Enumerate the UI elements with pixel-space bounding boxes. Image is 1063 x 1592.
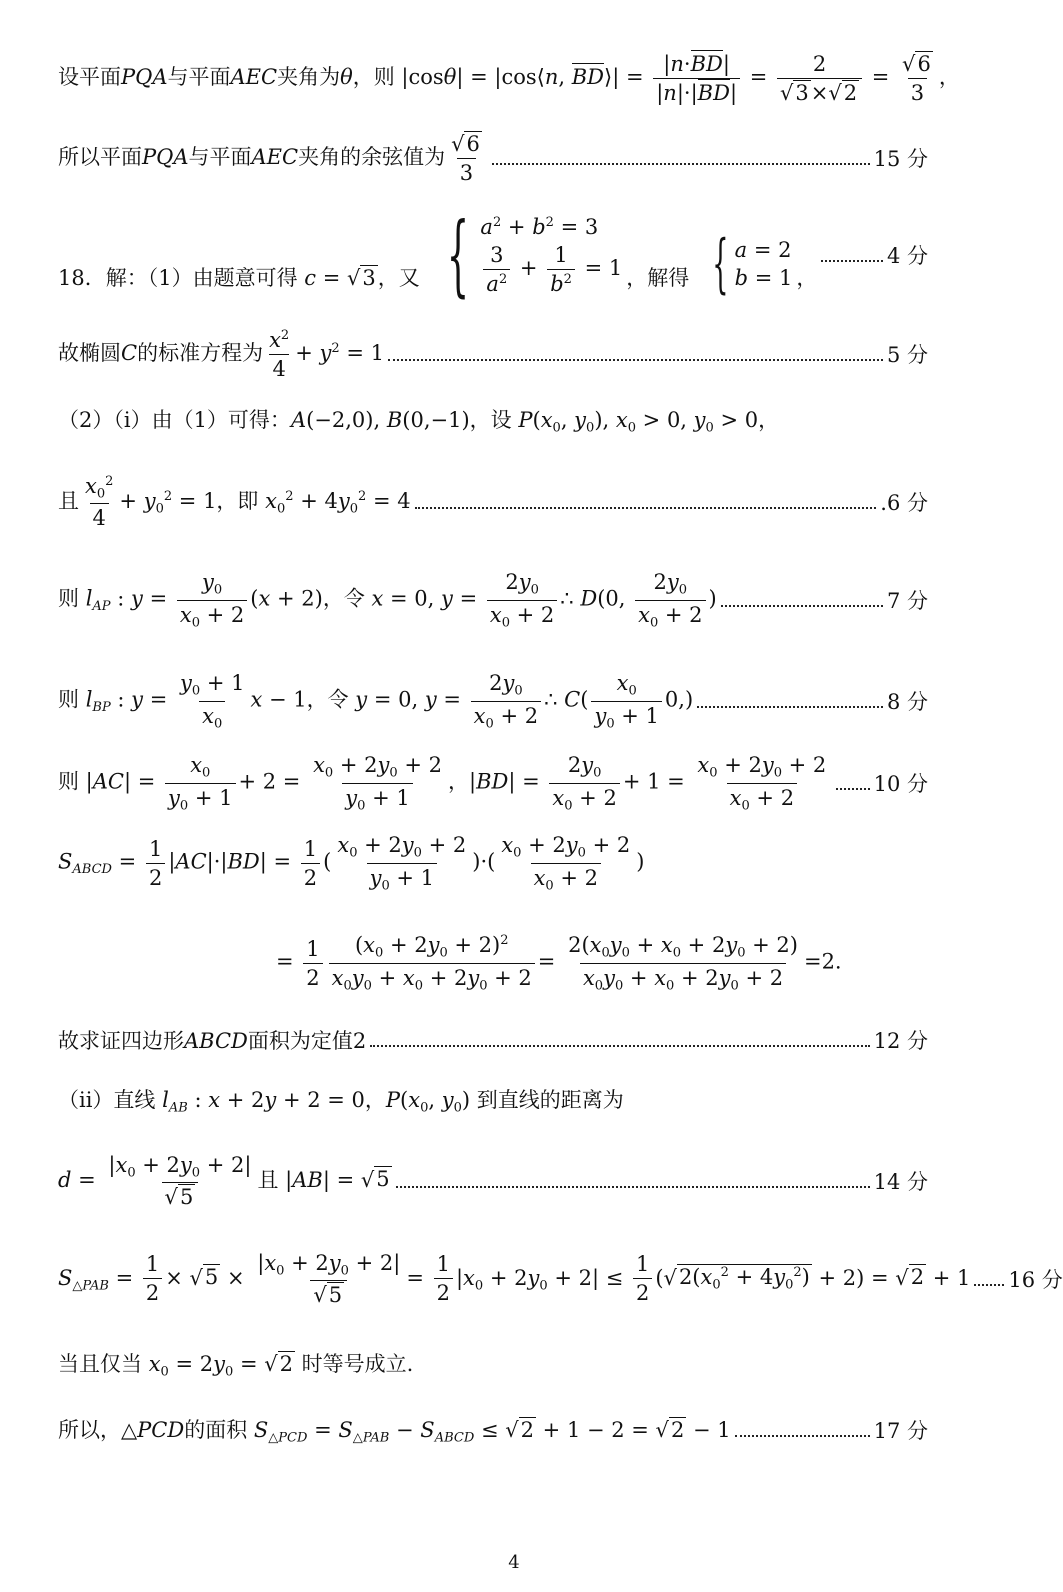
line-cosine-result [58,128,928,188]
dot-leader [735,1435,870,1437]
line-plane-angle [58,38,960,118]
line-constant-area [58,1022,928,1058]
line-part-2i [58,400,928,440]
line-2-text: 所以平面PQA与平面AEC夹角的余弦值为 $\frac{√6}{3}$ [58,131,480,185]
dot-leader [721,605,883,607]
line-10-text: $S_{ABCD}$ = $\frac{1}{2}$ |AC|·|BD| = $\frac{1}{2}$ ( $\frac{x_0 + 2y_0 + 2}{y_0 + 1}$ )·( $\frac{x_0 + 2y_0 + 2}{x_0 + 2}$ ) [58,832,645,894]
line-lap [58,568,928,632]
score-6: .6 分 [880,491,928,515]
score-10: 10 分 [873,772,928,796]
score-14: 14 分 [873,1170,928,1194]
line-equality-condition [58,1344,928,1384]
line-16-text: 当且仅当 $x_0 = 2y_0 = √2$ 时等号成立. [58,1352,414,1380]
dot-leader [974,1284,1004,1286]
line-3-text: 18．解：（1）由题意可得 c = √3，又 { $a^2 + b^2 = 3$ $\frac{3}{a^2}$ + $\frac{1}{b^2}$ = 1 ，解得 { a = 2 b = 1 ， [58,203,818,306]
line-17-text: 所以，△PCD的面积 $S_{\triangle PCD} = S_{\triangle PAB} - S_{ABCD} \le √2 + 1 - 2 = √2 - 1$ [58,1418,731,1446]
score-16: 16 分 [1008,1268,1063,1292]
line-distance [58,1148,928,1214]
line-7-text: 则 $l_{AP}$ : y = $\frac{y_0}{x_0 + 2}$ (x + 2)，令 x = 0, y = $\frac{2y_0}{x_0 + 2}$ ∴ D(0, $\frac{2y_0}{x_0 + 2}$ ) [58,569,717,631]
line-area-simplify [276,928,928,998]
line-9-text: 则 |AC| = $\frac{x_0}{y_0 + 1}$ + 2 = $\frac{x_0 + 2y_0 + 2}{y_0 + 1}$ ，|BD| = $\frac{2y_0}{x_0 + 2}$ + 1 = $\frac{x_0 + 2y_0 + 2}{x_0 + 2}$ [58,752,827,814]
line-4-text: 故椭圆C的标准方程为 $\frac{x^2}{4}$ + $y^2 = 1$ [58,327,384,381]
line-part-2ii [58,1080,928,1120]
score-5: 5 分 [886,343,928,367]
score-7: 7 分 [886,589,928,613]
line-lbp [58,666,928,736]
score-8: 8 分 [886,690,928,714]
score-4: 4 分 [886,244,928,268]
score-12: 12 分 [873,1029,928,1053]
line-15-text: $S_{\triangle PAB}$ = $\frac{1}{2}$ × √5 × $\frac{|x_0 + 2y_0 + 2|}{√5}$ = $\frac{1}{2}$ $|x_0 + 2y_0 + 2|$ ≤ $\frac{1}{2}$ $(√2(x_0^2 + 4y_0^2) + 2) = √2 + 1$ [58,1250,971,1308]
score-15: 15 分 [873,147,928,171]
line-12-text: 故求证四边形ABCD面积为定值2 [58,1029,367,1053]
line-area-pab [58,1246,1063,1312]
line-14-text: d = $\frac{|x_0 + 2y_0 + 2|}{√5}$ 且 |AB| = √5 [58,1152,390,1210]
line-5-text: （2）（i）由（1）可得：A(−2,0), B(0,−1)，设 $P(x_0$, $y_0$), $x_0 > 0$, $y_0 > 0$， [58,408,780,436]
line-1-text: 设平面PQA与平面AEC夹角为θ，则 |cosθ| = |cos⟨n, BD⟩| = $\frac{|n\cdot BD|}{|n|\cdot|BD|}$ = $\frac{2}{√3\times√2}$ = $\frac{√6}{3}$ ， [58,51,960,105]
line-ac-bd [58,750,928,816]
score-17: 17 分 [873,1419,928,1443]
line-problem-18 [58,200,928,310]
dot-leader [415,507,877,509]
dot-leader [388,359,883,361]
line-6-text: 且 $\frac{x_0^2}{4}$ + $y_0^2 = 1$，即 $x_0^2 + 4y_0^2 = 4$ [58,473,411,531]
line-ellipse-equation [58,322,928,386]
dot-leader [697,706,883,708]
dot-leader [821,260,883,262]
line-point-on-ellipse [58,470,928,534]
line-13-text: （ii）直线 $l_{AB}$ : x + 2y + 2 = 0，$P(x_0$, $y_0$) 到直线的距离为 [58,1088,624,1116]
dot-leader [370,1045,869,1047]
page-number: 4 [508,1552,520,1573]
dot-leader [396,1186,870,1188]
line-area-pcd [58,1408,928,1452]
line-8-text: 则 $l_{BP}$ : y = $\frac{y_0 + 1}{x_0}$ x − 1，令 y = 0, y = $\frac{2y_0}{x_0 + 2}$ ∴ C( $\frac{x_0}{y_0 + 1}$ 0,) [58,670,694,732]
dot-leader [492,163,870,165]
line-area-abcd [58,830,928,896]
line-11-text: = $\frac{1}{2}$ $\frac{(x_0 + 2y_0 + 2)^2}{x_0y_0 + x_0 + 2y_0 + 2}$ = $\frac{2(x_0y_0 + x_0 + 2y_0 + 2)}{x_0y_0 + x_0 + 2y_0 + 2}$ =2. [276,932,842,994]
dot-leader [836,788,869,790]
